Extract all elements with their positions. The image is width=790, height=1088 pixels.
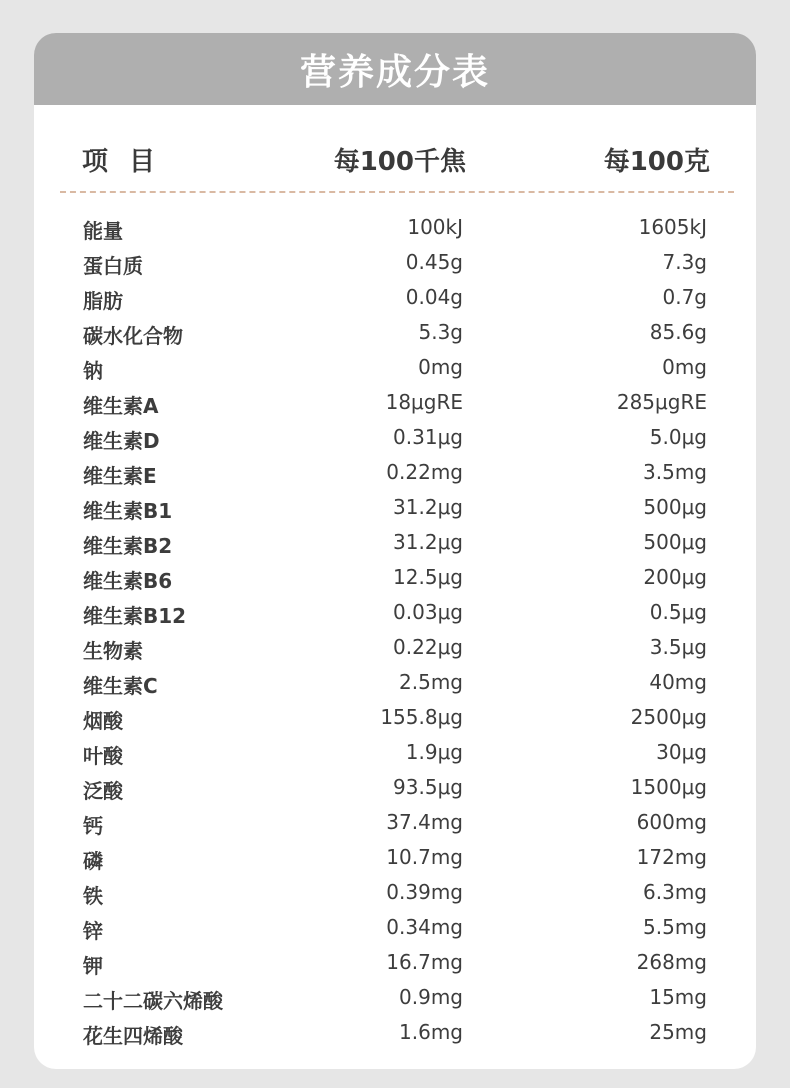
nutrient-name: 碳水化合物 <box>83 324 183 348</box>
value-per-100kj: 10.7mg <box>386 845 463 869</box>
nutrient-name: 烟酸 <box>83 709 123 733</box>
table-row <box>34 629 756 664</box>
value-per-100kj: 0.22mg <box>386 460 463 484</box>
value-per-100kj: 5.3g <box>418 320 463 344</box>
nutrient-name: 锌 <box>83 919 103 943</box>
value-per-100kj: 37.4mg <box>386 810 463 834</box>
table-row <box>34 244 756 279</box>
value-per-100kj: 0.03μg <box>393 600 463 624</box>
nutrition-card <box>34 33 756 1069</box>
value-per-100kj: 0mg <box>418 355 463 379</box>
value-per-100g: 0mg <box>662 355 707 379</box>
value-per-100g: 285μgRE <box>616 390 707 414</box>
table-row <box>34 909 756 944</box>
value-per-100g: 172mg <box>636 845 707 869</box>
value-per-100kj: 16.7mg <box>386 950 463 974</box>
value-per-100g: 1605kJ <box>638 215 707 239</box>
value-per-100g: 15mg <box>649 985 707 1009</box>
value-per-100kj: 2.5mg <box>399 670 463 694</box>
table-header <box>60 105 734 193</box>
table-row <box>34 209 756 244</box>
value-per-100g: 0.7g <box>662 285 707 309</box>
nutrient-name: 维生素B6 <box>83 569 173 593</box>
value-per-100kj: 155.8μg <box>380 705 463 729</box>
table-row <box>34 454 756 489</box>
nutrient-name: 维生素D <box>83 429 160 453</box>
nutrient-name: 维生素B2 <box>83 534 173 558</box>
table-row <box>34 559 756 594</box>
value-per-100g: 3.5μg <box>649 635 707 659</box>
nutrient-name: 维生素A <box>83 394 159 418</box>
value-per-100kj: 31.2μg <box>393 530 463 554</box>
nutrient-name: 钙 <box>83 814 103 838</box>
value-per-100g: 5.0μg <box>649 425 707 449</box>
table-body <box>34 209 756 1049</box>
value-per-100g: 500μg <box>643 495 707 519</box>
table-row <box>34 279 756 314</box>
value-per-100kj: 0.34mg <box>386 915 463 939</box>
value-per-100g: 500μg <box>643 530 707 554</box>
table-row <box>34 769 756 804</box>
table-row <box>34 489 756 524</box>
value-per-100g: 5.5mg <box>643 915 707 939</box>
table-row <box>34 979 756 1014</box>
table-row <box>34 804 756 839</box>
nutrient-name: 叶酸 <box>83 744 123 768</box>
nutrient-name: 钾 <box>83 954 103 978</box>
value-per-100g: 40mg <box>649 670 707 694</box>
nutrient-name: 泛酸 <box>83 779 123 803</box>
value-per-100kj: 12.5μg <box>393 565 463 589</box>
value-per-100kj: 31.2μg <box>393 495 463 519</box>
nutrient-name: 蛋白质 <box>83 254 143 278</box>
value-per-100g: 2500μg <box>630 705 707 729</box>
table-row <box>34 1014 756 1049</box>
table-title: 营养成分表 <box>299 51 490 93</box>
nutrient-name: 钠 <box>83 359 103 383</box>
nutrient-name: 花生四烯酸 <box>83 1024 183 1048</box>
nutrient-name: 维生素C <box>83 674 158 698</box>
value-per-100g: 200μg <box>643 565 707 589</box>
value-per-100g: 0.5μg <box>649 600 707 624</box>
value-per-100g: 3.5mg <box>643 460 707 484</box>
value-per-100kj: 100kJ <box>407 215 463 239</box>
value-per-100g: 1500μg <box>630 775 707 799</box>
value-per-100kj: 0.04g <box>405 285 463 309</box>
value-per-100kj: 93.5μg <box>393 775 463 799</box>
nutrient-name: 维生素B1 <box>83 499 173 523</box>
value-per-100kj: 1.9μg <box>405 740 463 764</box>
value-per-100g: 6.3mg <box>643 880 707 904</box>
nutrient-name: 脂肪 <box>83 289 123 313</box>
table-row <box>34 419 756 454</box>
table-row <box>34 734 756 769</box>
value-per-100kj: 0.22μg <box>393 635 463 659</box>
value-per-100g: 85.6g <box>649 320 707 344</box>
nutrient-name: 磷 <box>83 849 103 873</box>
table-row <box>34 314 756 349</box>
value-per-100kj: 0.31μg <box>393 425 463 449</box>
table-row <box>34 699 756 734</box>
header-item: 项 目 <box>82 147 162 177</box>
table-row <box>34 839 756 874</box>
nutrient-name: 维生素B12 <box>83 604 187 628</box>
value-per-100kj: 0.45g <box>405 250 463 274</box>
header-per-100kj: 每100千焦 <box>333 147 466 177</box>
value-per-100g: 30μg <box>656 740 707 764</box>
table-row <box>34 664 756 699</box>
value-per-100g: 7.3g <box>662 250 707 274</box>
value-per-100kj: 18μgRE <box>385 390 463 414</box>
table-row <box>34 349 756 384</box>
title-bar <box>34 33 756 105</box>
nutrient-name: 生物素 <box>83 639 143 663</box>
value-per-100g: 25mg <box>649 1020 707 1044</box>
value-per-100kj: 1.6mg <box>399 1020 463 1044</box>
value-per-100kj: 0.9mg <box>399 985 463 1009</box>
value-per-100kj: 0.39mg <box>386 880 463 904</box>
value-per-100g: 600mg <box>636 810 707 834</box>
nutrient-name: 能量 <box>83 219 123 243</box>
table-row <box>34 524 756 559</box>
nutrient-name: 铁 <box>83 884 103 908</box>
value-per-100g: 268mg <box>636 950 707 974</box>
table-row <box>34 594 756 629</box>
table-row <box>34 874 756 909</box>
table-row <box>34 384 756 419</box>
header-per-100g: 每100克 <box>603 147 710 177</box>
table-row <box>34 944 756 979</box>
nutrient-name: 二十二碳六烯酸 <box>83 989 223 1013</box>
nutrient-name: 维生素E <box>83 464 157 488</box>
